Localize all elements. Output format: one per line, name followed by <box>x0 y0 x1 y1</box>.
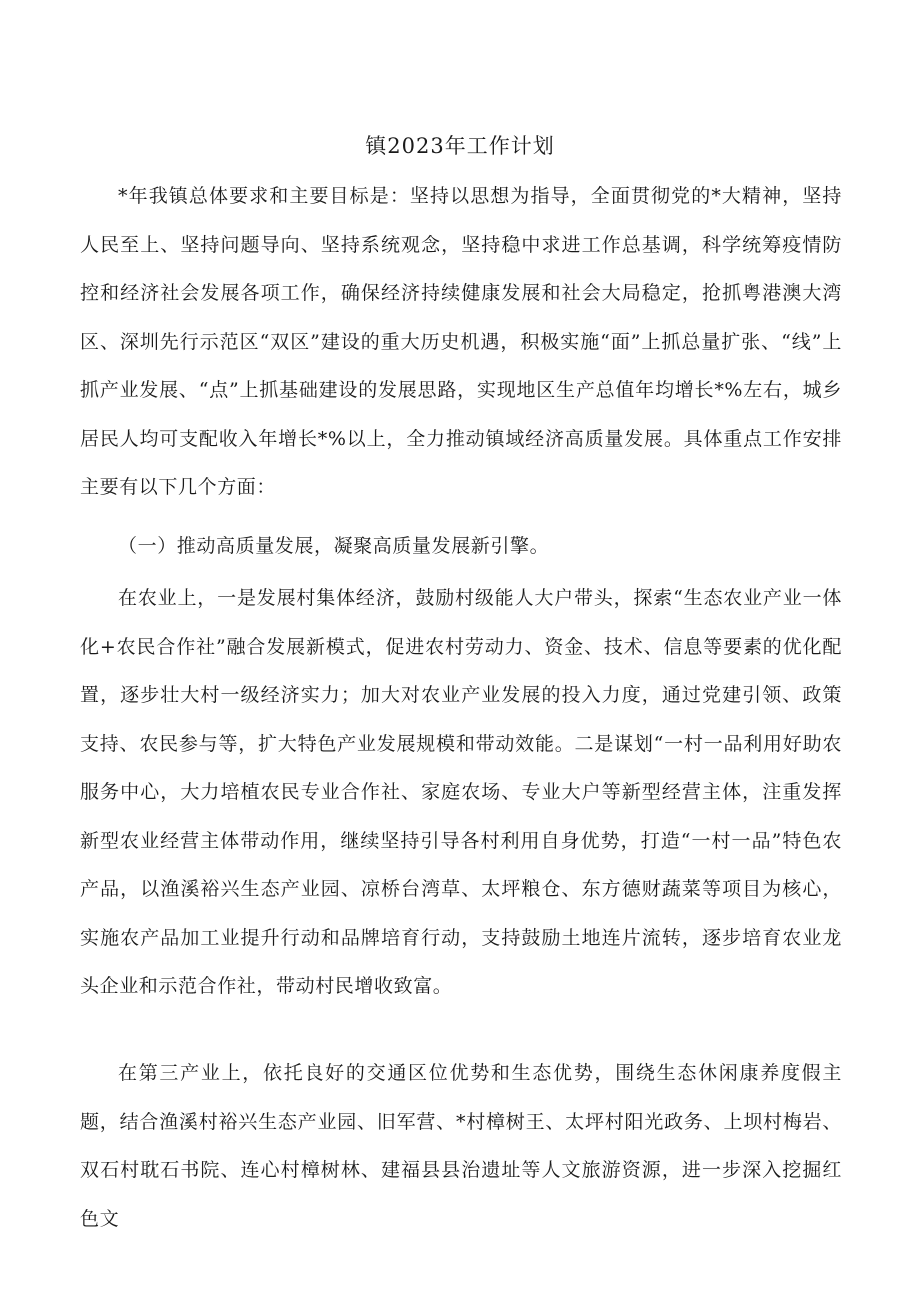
paragraph-agriculture: 在农业上，一是发展村集体经济，鼓励村级能人大户带头，探索“生态农业产业一体化+农民合作社”融合发展新模式，促进农村劳动力、资金、技术、信息等要素的优化配置，逐步壮大村一级经济实力；加大对农业产业发展的投入力度，通过党建引领、政策支持、农民参与等，扩大特色产业发展规模和带动效能。二是谋划“一村一品利用好助农服务中心，大力培植农民专业合作社、家庭农场、专业大户等新型经营主体，注重发挥新型农业经营主体带动作用，继续坚持引导各村利用自身优势，打造“一村一品”特色农产品，以渔溪裕兴生态产业园、凉桥台湾草、太坪粮仓、东方德财蔬菜等项目为核心，实施农产品加工业提升行动和品牌培育行动，支持鼓励土地连片流转，逐步培育农业龙头企业和示范合作社，带动村民增收致富。 <box>80 587 842 997</box>
section-heading-1: （一）推动高质量发展，凝聚高质量发展新引擎。 <box>118 535 550 557</box>
paragraph-overall-goals: *年我镇总体要求和主要目标是：坚持以思想为指导，全面贯彻党的*大精神，坚持人民至上、坚持问题导向、坚持系统观念，坚持稳中求进工作总基调，科学统筹疫情防控和经济社会发展各项工作，确保经济持续健康发展和社会大局稳定，抢抓粤港澳大湾区、深圳先行示范区“双区”建设的重大历史机遇，积极实施“面”上抓总量扩张、“线”上抓产业发展、“点”上抓基础建设的发展思路，实现地区生产总值年均增长*%左右，城乡居民人均可支配收入年增长*%以上，全力推动镇域经济高质量发展。具体重点工作安排主要有以下几个方面： <box>80 185 842 498</box>
paragraph-tertiary-industry: 在第三产业上，依托良好的交通区位优势和生态优势，围绕生态休闲康养度假主题，结合渔溪村裕兴生态产业园、旧军营、*村樟树王、太坪村阳光政务、上坝村梅岩、双石村耽石书院、连心村樟树林、建福县县治遗址等人文旅游资源，进一步深入挖掘红色文 <box>80 1062 842 1230</box>
document-title: 镇2023年工作计划 <box>365 134 555 158</box>
